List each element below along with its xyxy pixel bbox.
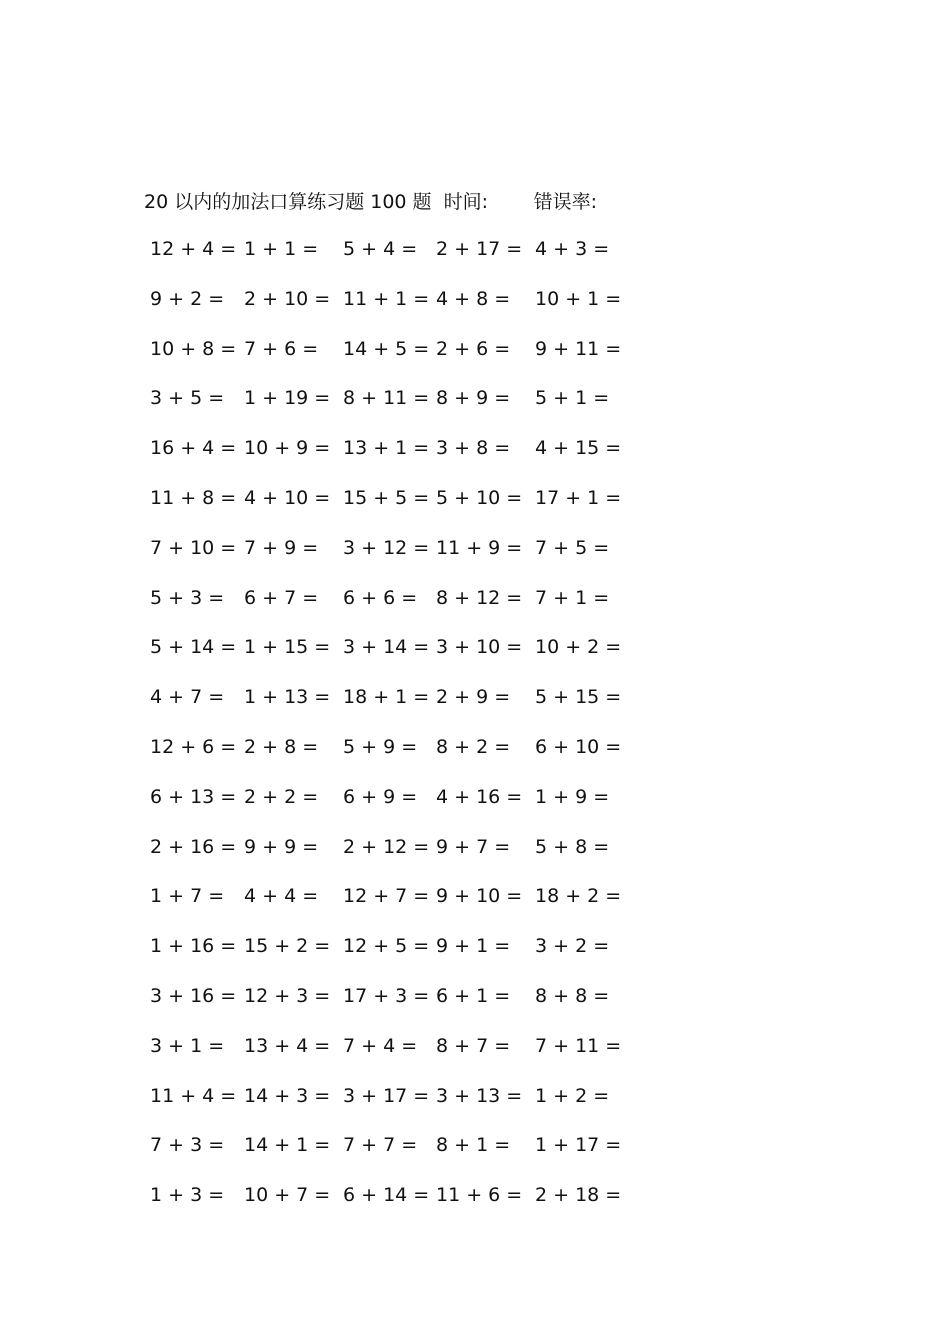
problem-cell: 18 + 2 = <box>535 885 622 908</box>
problem-cell: 10 + 8 = <box>150 337 237 360</box>
problem-cell: 4 + 10 = <box>244 486 331 509</box>
problem-cell: 1 + 9 = <box>535 785 610 808</box>
problem-cell: 4 + 15 = <box>535 437 622 460</box>
problem-cell: 9 + 2 = <box>150 287 225 310</box>
problem-cell: 15 + 2 = <box>244 935 331 958</box>
problem-cell: 6 + 6 = <box>343 586 418 609</box>
problem-cell: 6 + 7 = <box>244 586 319 609</box>
problem-row <box>0 234 950 284</box>
problem-cell: 8 + 1 = <box>436 1134 511 1157</box>
problem-cell: 8 + 9 = <box>436 387 511 410</box>
problem-row <box>0 483 950 533</box>
problem-cell: 14 + 1 = <box>244 1134 331 1157</box>
problem-row <box>0 433 950 483</box>
problem-cell: 14 + 3 = <box>244 1084 331 1107</box>
problem-cell: 1 + 1 = <box>244 238 319 260</box>
problem-row <box>0 732 950 782</box>
problem-cell: 5 + 10 = <box>436 486 523 509</box>
problem-cell: 2 + 10 = <box>244 287 331 310</box>
problem-cell: 5 + 8 = <box>535 835 610 858</box>
problem-cell: 3 + 2 = <box>535 935 610 958</box>
problem-cell: 12 + 3 = <box>244 984 331 1007</box>
problem-cell: 4 + 4 = <box>244 885 319 908</box>
problem-row <box>0 981 950 1031</box>
problem-cell: 2 + 16 = <box>150 835 237 858</box>
problem-cell: 12 + 6 = <box>150 735 237 758</box>
problem-cell: 9 + 1 = <box>436 935 511 958</box>
problem-cell: 8 + 11 = <box>343 387 430 410</box>
problem-cell: 8 + 7 = <box>436 1034 511 1057</box>
problem-cell: 3 + 13 = <box>436 1084 523 1107</box>
problem-cell: 12 + 5 = <box>343 935 430 958</box>
problem-row <box>0 1180 950 1230</box>
problem-cell: 11 + 8 = <box>150 486 237 509</box>
error-rate-label: 错误率: <box>533 190 597 213</box>
problem-cell: 3 + 14 = <box>343 636 430 659</box>
problem-cell: 6 + 9 = <box>343 785 418 808</box>
problem-cell: 2 + 6 = <box>436 337 511 360</box>
problem-cell: 1 + 3 = <box>150 1184 225 1207</box>
problem-cell: 5 + 3 = <box>150 586 225 609</box>
problem-cell: 6 + 1 = <box>436 984 511 1007</box>
problem-cell: 16 + 4 = <box>150 437 237 460</box>
problem-cell: 7 + 11 = <box>535 1034 622 1057</box>
problem-cell: 12 + 4 = <box>150 238 237 260</box>
problem-cell: 4 + 7 = <box>150 686 225 709</box>
problem-row <box>0 832 950 882</box>
problem-cell: 1 + 16 = <box>150 935 237 958</box>
problem-cell: 1 + 13 = <box>244 686 331 709</box>
problem-row <box>0 334 950 384</box>
problem-cell: 11 + 9 = <box>436 536 523 559</box>
problem-cell: 5 + 4 = <box>343 238 418 260</box>
problem-row <box>0 682 950 732</box>
problem-cell: 1 + 2 = <box>535 1084 610 1107</box>
problem-cell: 1 + 15 = <box>244 636 331 659</box>
problem-grid <box>0 234 950 1230</box>
problem-row <box>0 931 950 981</box>
time-label: 时间: <box>443 190 488 213</box>
problem-cell: 2 + 8 = <box>244 735 319 758</box>
problem-row <box>0 383 950 433</box>
problem-cell: 10 + 9 = <box>244 437 331 460</box>
problem-row <box>0 533 950 583</box>
problem-cell: 7 + 5 = <box>535 536 610 559</box>
problem-cell: 3 + 16 = <box>150 984 237 1007</box>
problem-cell: 7 + 7 = <box>343 1134 418 1157</box>
worksheet-title: 20 以内的加法口算练习题 100 题 <box>144 190 432 213</box>
problem-cell: 5 + 14 = <box>150 636 237 659</box>
problem-cell: 3 + 12 = <box>343 536 430 559</box>
problem-cell: 7 + 6 = <box>244 337 319 360</box>
problem-cell: 5 + 9 = <box>343 735 418 758</box>
problem-cell: 7 + 9 = <box>244 536 319 559</box>
problem-cell: 12 + 7 = <box>343 885 430 908</box>
problem-row <box>0 881 950 931</box>
problem-row <box>0 284 950 334</box>
problem-cell: 3 + 10 = <box>436 636 523 659</box>
problem-cell: 3 + 17 = <box>343 1084 430 1107</box>
worksheet-header <box>144 186 597 214</box>
problem-cell: 13 + 1 = <box>343 437 430 460</box>
problem-row <box>0 1130 950 1180</box>
problem-cell: 4 + 16 = <box>436 785 523 808</box>
problem-cell: 17 + 1 = <box>535 486 622 509</box>
problem-cell: 9 + 7 = <box>436 835 511 858</box>
problem-cell: 2 + 9 = <box>436 686 511 709</box>
problem-cell: 8 + 2 = <box>436 735 511 758</box>
problem-cell: 2 + 18 = <box>535 1184 622 1207</box>
problem-cell: 3 + 1 = <box>150 1034 225 1057</box>
problem-cell: 1 + 7 = <box>150 885 225 908</box>
problem-cell: 3 + 8 = <box>436 437 511 460</box>
problem-cell: 1 + 19 = <box>244 387 331 410</box>
problem-cell: 4 + 3 = <box>535 238 610 260</box>
problem-cell: 7 + 10 = <box>150 536 237 559</box>
problem-row <box>0 632 950 682</box>
problem-cell: 11 + 6 = <box>436 1184 523 1207</box>
problem-cell: 18 + 1 = <box>343 686 430 709</box>
problem-cell: 6 + 13 = <box>150 785 237 808</box>
problem-cell: 6 + 10 = <box>535 735 622 758</box>
problem-row <box>0 782 950 832</box>
problem-cell: 13 + 4 = <box>244 1034 331 1057</box>
problem-cell: 7 + 3 = <box>150 1134 225 1157</box>
problem-cell: 11 + 1 = <box>343 287 430 310</box>
problem-cell: 10 + 7 = <box>244 1184 331 1207</box>
problem-cell: 1 + 17 = <box>535 1134 622 1157</box>
problem-row <box>0 1081 950 1131</box>
problem-cell: 10 + 2 = <box>535 636 622 659</box>
problem-cell: 6 + 14 = <box>343 1184 430 1207</box>
problem-cell: 4 + 8 = <box>436 287 511 310</box>
problem-cell: 14 + 5 = <box>343 337 430 360</box>
problem-cell: 8 + 12 = <box>436 586 523 609</box>
problem-cell: 9 + 10 = <box>436 885 523 908</box>
problem-cell: 5 + 1 = <box>535 387 610 410</box>
problem-cell: 10 + 1 = <box>535 287 622 310</box>
problem-row <box>0 1031 950 1081</box>
problem-cell: 2 + 12 = <box>343 835 430 858</box>
problem-cell: 5 + 15 = <box>535 686 622 709</box>
problem-cell: 11 + 4 = <box>150 1084 237 1107</box>
problem-row <box>0 583 950 633</box>
problem-cell: 2 + 17 = <box>436 238 523 260</box>
problem-cell: 7 + 1 = <box>535 586 610 609</box>
problem-cell: 15 + 5 = <box>343 486 430 509</box>
problem-cell: 8 + 8 = <box>535 984 610 1007</box>
problem-cell: 7 + 4 = <box>343 1034 418 1057</box>
problem-cell: 3 + 5 = <box>150 387 225 410</box>
problem-cell: 9 + 11 = <box>535 337 622 360</box>
problem-cell: 17 + 3 = <box>343 984 430 1007</box>
problem-cell: 9 + 9 = <box>244 835 319 858</box>
problem-cell: 2 + 2 = <box>244 785 319 808</box>
